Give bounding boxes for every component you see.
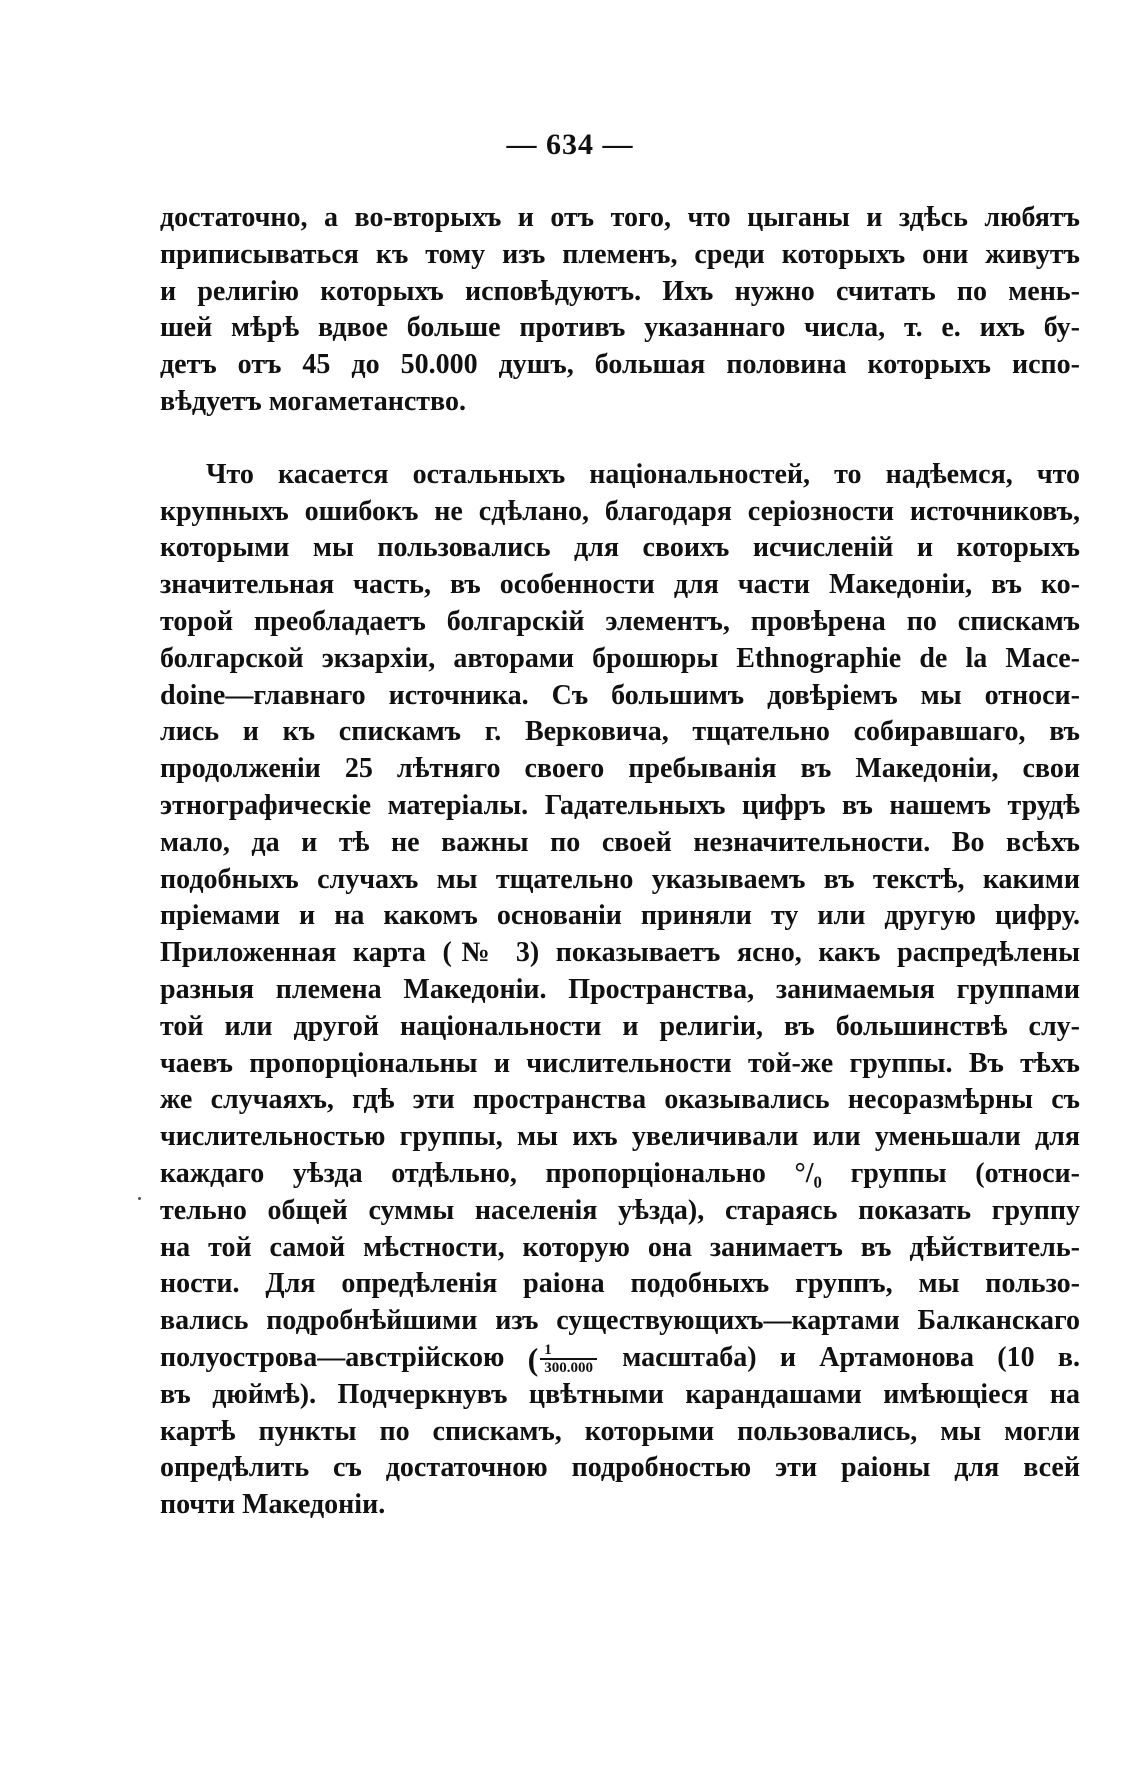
text-line: и религію которыхъ исповѣдуютъ. Ихъ нужно считать по мень- — [160, 275, 1080, 307]
text-line: шей мѣрѣ вдвое больше противъ указаннаго числа, т. е. ихъ бу- — [160, 312, 1080, 344]
text-line: продолженіи 25 лѣтняго своего пребыванія въ Македоніи, свои — [160, 753, 1080, 785]
text-line: приписываться къ тому изъ племенъ, среди которыхъ они живутъ — [160, 238, 1080, 270]
fraction-line-after: масштаба) и Артамонова (10 в. — [622, 1341, 1080, 1373]
scale-fraction — [540, 1342, 597, 1376]
fraction-denominator: 300.000 — [544, 1360, 594, 1377]
text-line: крупныхъ ошибокъ не сдѣлано, благодаря серіозности источниковъ, — [160, 495, 1080, 527]
text-line: подобныхъ случахъ мы тщательно указываемъ въ текстѣ, какими — [160, 863, 1080, 895]
text-line: каждаго уѣзда отдѣльно, пропорціонально °/₀ группы (относи- — [160, 1157, 1080, 1189]
text-line: мало, да и тѣ не важны по своей незначительности. Во всѣхъ — [160, 826, 1080, 858]
text-line: достаточно, а во-вторыхъ и отъ того, что цыганы и здѣсь любятъ — [160, 202, 1080, 233]
fraction-numerator: 1 — [540, 1342, 597, 1360]
text-line-with-fraction — [160, 1340, 1080, 1377]
text-line: чаевъ пропорціональны и числительности той-же группы. Въ тѣхъ — [160, 1047, 1080, 1079]
body-text — [160, 200, 1080, 1524]
text-line: почти Македоніи. — [160, 1489, 386, 1521]
text-line: вались подробнѣйшими изъ существующихъ—картами Балканскаго — [160, 1305, 1080, 1337]
text-line: значительная часть, въ особенности для части Македоніи, въ ко- — [160, 569, 1080, 601]
ink-speck — [138, 1197, 141, 1200]
page-number: — 634 — — [506, 128, 634, 161]
paragraph-2 — [160, 457, 1080, 1524]
text-line: этнографическіе матеріалы. Гадательныхъ цифръ въ нашемъ трудѣ — [160, 789, 1080, 821]
text-line: детъ отъ 45 до 50.000 душъ, большая половина которыхъ испо- — [160, 349, 1080, 381]
text-line: doine—главнаго источника. Съ большимъ довѣріемъ мы относи- — [160, 679, 1080, 711]
paragraph-1 — [160, 200, 1080, 421]
text-line: числительностью группы, мы ихъ увеличивали или уменьшали для — [160, 1121, 1080, 1153]
text-line: Приложенная карта (№ 3) показываетъ ясно, какъ распредѣлены — [160, 937, 1080, 969]
text-line: Что касается остальныхъ національностей, то надѣемся, что — [206, 458, 1080, 490]
fraction-open-paren: ( — [527, 1341, 539, 1378]
text-line: тельно общей суммы населенія уѣзда), стараясь показать группу — [160, 1194, 1080, 1226]
text-line: картѣ пункты по спискамъ, которыми пользовались, мы могли — [160, 1415, 1080, 1447]
text-line: же случаяхъ, гдѣ эти пространства оказывались несоразмѣрны съ — [160, 1084, 1080, 1116]
text-line: вѣдуетъ могаметанство. — [160, 385, 466, 417]
text-line: которыми мы пользовались для своихъ исчисленій и которыхъ — [160, 532, 1080, 564]
text-line: въ дюймѣ). Подчеркнувъ цвѣтными карандашами имѣющіеся на — [160, 1378, 1080, 1410]
text-line: лись и къ спискамъ г. Верковича, тщательно собиравшаго, въ — [160, 716, 1080, 748]
text-line: ности. Для опредѣленія раіона подобныхъ группъ, мы пользо- — [160, 1268, 1080, 1300]
fraction-line-before: полуострова—австрійскою — [160, 1341, 505, 1373]
text-line: разныя племена Македоніи. Пространства, занимаемыя группами — [160, 973, 1080, 1005]
text-line: торой преобладаетъ болгарскій элементъ, провѣрена по спискамъ — [160, 605, 1080, 637]
paragraph-spacer — [160, 421, 1080, 457]
text-line: опредѣлить съ достаточною подробностью эти раіоны для всей — [160, 1452, 1080, 1484]
text-line: той или другой національности и религіи, въ большинствѣ слу- — [160, 1010, 1080, 1042]
text-line: болгарской экзархіи, авторами брошюры Ethnographie de la Mace- — [160, 642, 1080, 674]
text-line: на той самой мѣстности, которую она занимаетъ въ дѣйствитель- — [160, 1231, 1080, 1263]
text-line: пріемами и на какомъ основаніи приняли ту или другую цифру. — [160, 900, 1080, 932]
